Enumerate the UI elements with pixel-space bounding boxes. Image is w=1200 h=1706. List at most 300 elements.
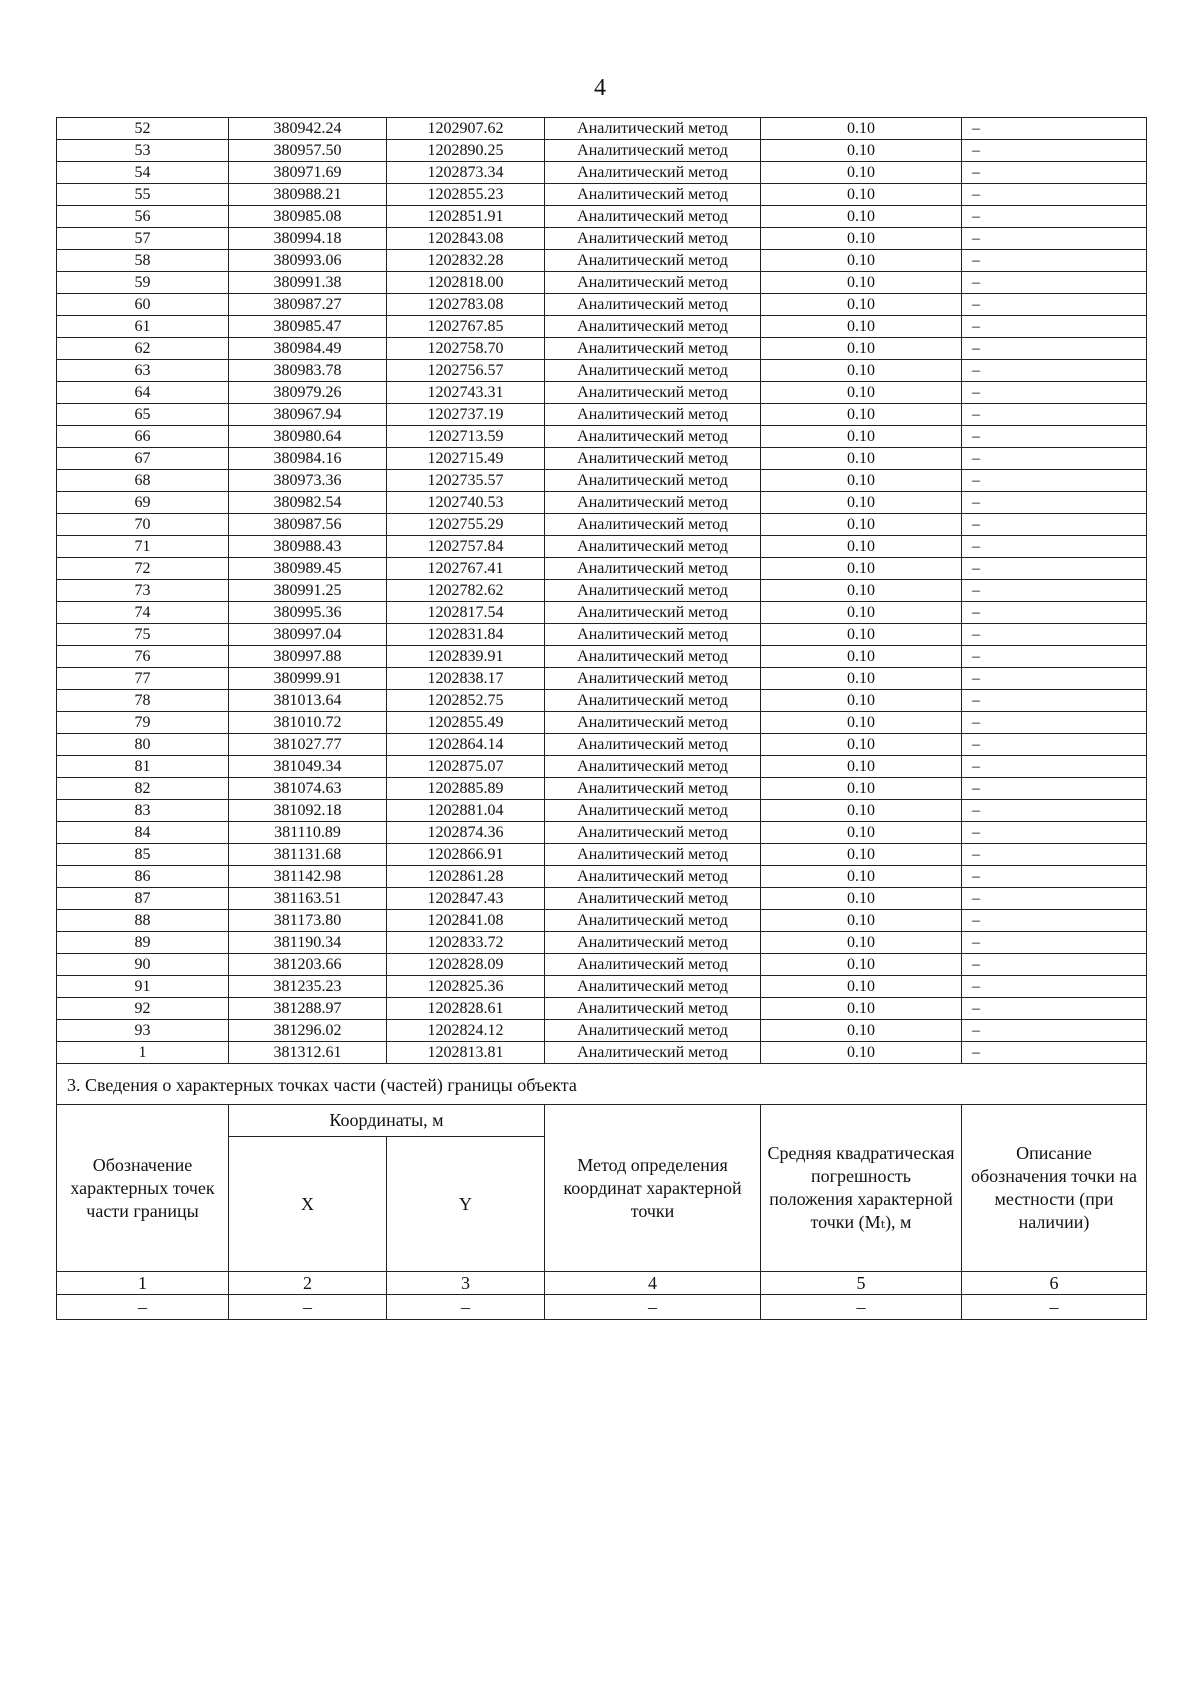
method-cell: Аналитический метод — [545, 558, 761, 580]
point-number-cell: 82 — [57, 778, 229, 800]
error-cell: 0.10 — [761, 976, 962, 998]
table-row — [57, 118, 1147, 140]
y-coordinate-cell: 1202866.91 — [387, 844, 545, 866]
y-coordinate-cell: 1202907.62 — [387, 118, 545, 140]
x-coordinate-cell: 380988.43 — [229, 536, 387, 558]
description-cell: – — [962, 492, 1147, 514]
method-cell: Аналитический метод — [545, 580, 761, 602]
error-cell: 0.10 — [761, 800, 962, 822]
table-row — [57, 932, 1147, 954]
error-cell: 0.10 — [761, 668, 962, 690]
description-cell: – — [962, 932, 1147, 954]
table-row — [57, 734, 1147, 756]
method-cell: Аналитический метод — [545, 844, 761, 866]
y-coordinate-cell: 1202874.36 — [387, 822, 545, 844]
error-cell: 0.10 — [761, 536, 962, 558]
table-row — [57, 866, 1147, 888]
table-row — [57, 272, 1147, 294]
header-coordinates: Координаты, м — [229, 1105, 545, 1137]
y-coordinate-cell: 1202743.31 — [387, 382, 545, 404]
empty-row — [57, 1295, 1147, 1320]
method-cell: Аналитический метод — [545, 646, 761, 668]
x-coordinate-cell: 381235.23 — [229, 976, 387, 998]
point-number-cell: 91 — [57, 976, 229, 998]
description-cell: – — [962, 404, 1147, 426]
y-coordinate-cell: 1202817.54 — [387, 602, 545, 624]
y-coordinate-cell: 1202758.70 — [387, 338, 545, 360]
method-cell: Аналитический метод — [545, 1020, 761, 1042]
point-number-cell: 86 — [57, 866, 229, 888]
error-cell: 0.10 — [761, 734, 962, 756]
x-coordinate-cell: 381010.72 — [229, 712, 387, 734]
method-cell: Аналитический метод — [545, 448, 761, 470]
error-cell: 0.10 — [761, 822, 962, 844]
y-coordinate-cell: 1202715.49 — [387, 448, 545, 470]
method-cell: Аналитический метод — [545, 690, 761, 712]
description-cell: – — [962, 954, 1147, 976]
description-cell: – — [962, 228, 1147, 250]
error-cell: 0.10 — [761, 228, 962, 250]
x-coordinate-cell: 381142.98 — [229, 866, 387, 888]
y-coordinate-cell: 1202875.07 — [387, 756, 545, 778]
table-row — [57, 338, 1147, 360]
x-coordinate-cell: 381288.97 — [229, 998, 387, 1020]
header-description: Описание обозначения точки на местности (при наличии) — [962, 1105, 1147, 1272]
description-cell: – — [962, 382, 1147, 404]
x-coordinate-cell: 381163.51 — [229, 888, 387, 910]
method-cell: Аналитический метод — [545, 250, 761, 272]
table-row — [57, 382, 1147, 404]
description-cell: – — [962, 976, 1147, 998]
method-cell: Аналитический метод — [545, 866, 761, 888]
method-cell: Аналитический метод — [545, 294, 761, 316]
description-cell: – — [962, 756, 1147, 778]
point-number-cell: 52 — [57, 118, 229, 140]
method-cell: Аналитический метод — [545, 932, 761, 954]
point-number-cell: 60 — [57, 294, 229, 316]
point-number-cell: 69 — [57, 492, 229, 514]
table-row — [57, 778, 1147, 800]
x-coordinate-cell: 380985.08 — [229, 206, 387, 228]
x-coordinate-cell: 380999.91 — [229, 668, 387, 690]
table-row — [57, 646, 1147, 668]
method-cell: Аналитический метод — [545, 382, 761, 404]
point-number-cell: 58 — [57, 250, 229, 272]
y-coordinate-cell: 1202828.09 — [387, 954, 545, 976]
point-number-cell: 66 — [57, 426, 229, 448]
description-cell: – — [962, 1042, 1147, 1064]
table-row — [57, 668, 1147, 690]
table-row — [57, 536, 1147, 558]
table-row — [57, 712, 1147, 734]
method-cell: Аналитический метод — [545, 404, 761, 426]
description-cell: – — [962, 646, 1147, 668]
x-coordinate-cell: 380971.69 — [229, 162, 387, 184]
description-cell: – — [962, 536, 1147, 558]
description-cell: – — [962, 140, 1147, 162]
empty-cell: – — [761, 1295, 962, 1320]
table-row — [57, 580, 1147, 602]
method-cell: Аналитический метод — [545, 140, 761, 162]
method-cell: Аналитический метод — [545, 118, 761, 140]
description-cell: – — [962, 162, 1147, 184]
page-number: 4 — [594, 75, 606, 101]
point-number-cell: 81 — [57, 756, 229, 778]
method-cell: Аналитический метод — [545, 822, 761, 844]
method-cell: Аналитический метод — [545, 206, 761, 228]
point-number-cell: 62 — [57, 338, 229, 360]
description-cell: – — [962, 272, 1147, 294]
y-coordinate-cell: 1202824.12 — [387, 1020, 545, 1042]
table-row — [57, 910, 1147, 932]
y-coordinate-cell: 1202832.28 — [387, 250, 545, 272]
x-coordinate-cell: 381110.89 — [229, 822, 387, 844]
error-cell: 0.10 — [761, 1020, 962, 1042]
point-number-cell: 64 — [57, 382, 229, 404]
y-coordinate-cell: 1202828.61 — [387, 998, 545, 1020]
error-cell: 0.10 — [761, 624, 962, 646]
table-row — [57, 492, 1147, 514]
table-row — [57, 822, 1147, 844]
y-coordinate-cell: 1202756.57 — [387, 360, 545, 382]
point-number-cell: 67 — [57, 448, 229, 470]
description-cell: – — [962, 558, 1147, 580]
error-cell: 0.10 — [761, 712, 962, 734]
method-cell: Аналитический метод — [545, 976, 761, 998]
method-cell: Аналитический метод — [545, 910, 761, 932]
method-cell: Аналитический метод — [545, 602, 761, 624]
point-number-cell: 87 — [57, 888, 229, 910]
y-coordinate-cell: 1202782.62 — [387, 580, 545, 602]
column-number: 4 — [545, 1272, 761, 1295]
description-cell: – — [962, 888, 1147, 910]
point-number-cell: 70 — [57, 514, 229, 536]
header-y: Y — [387, 1137, 545, 1272]
error-cell: 0.10 — [761, 470, 962, 492]
error-cell: 0.10 — [761, 690, 962, 712]
description-cell: – — [962, 844, 1147, 866]
table-row — [57, 426, 1147, 448]
x-coordinate-cell: 380997.04 — [229, 624, 387, 646]
table-row — [57, 162, 1147, 184]
error-cell: 0.10 — [761, 272, 962, 294]
method-cell: Аналитический метод — [545, 470, 761, 492]
y-coordinate-cell: 1202737.19 — [387, 404, 545, 426]
description-cell: – — [962, 734, 1147, 756]
y-coordinate-cell: 1202767.41 — [387, 558, 545, 580]
description-cell: – — [962, 470, 1147, 492]
method-cell: Аналитический метод — [545, 338, 761, 360]
point-number-cell: 75 — [57, 624, 229, 646]
point-number-cell: 85 — [57, 844, 229, 866]
table-row — [57, 184, 1147, 206]
point-number-cell: 80 — [57, 734, 229, 756]
y-coordinate-cell: 1202855.49 — [387, 712, 545, 734]
method-cell: Аналитический метод — [545, 492, 761, 514]
point-number-cell: 65 — [57, 404, 229, 426]
x-coordinate-cell: 380989.45 — [229, 558, 387, 580]
table-row — [57, 206, 1147, 228]
description-cell: – — [962, 294, 1147, 316]
method-cell: Аналитический метод — [545, 624, 761, 646]
error-cell: 0.10 — [761, 338, 962, 360]
description-cell: – — [962, 250, 1147, 272]
error-cell: 0.10 — [761, 206, 962, 228]
point-number-cell: 92 — [57, 998, 229, 1020]
y-coordinate-cell: 1202873.34 — [387, 162, 545, 184]
error-cell: 0.10 — [761, 118, 962, 140]
point-number-cell: 59 — [57, 272, 229, 294]
method-cell: Аналитический метод — [545, 316, 761, 338]
description-cell: – — [962, 778, 1147, 800]
error-cell: 0.10 — [761, 250, 962, 272]
table-row — [57, 756, 1147, 778]
error-cell: 0.10 — [761, 954, 962, 976]
method-cell: Аналитический метод — [545, 536, 761, 558]
table-row — [57, 624, 1147, 646]
y-coordinate-cell: 1202755.29 — [387, 514, 545, 536]
y-coordinate-cell: 1202851.91 — [387, 206, 545, 228]
x-coordinate-cell: 380997.88 — [229, 646, 387, 668]
description-cell: – — [962, 206, 1147, 228]
y-coordinate-cell: 1202847.43 — [387, 888, 545, 910]
description-cell: – — [962, 580, 1147, 602]
table-row — [57, 360, 1147, 382]
description-cell: – — [962, 118, 1147, 140]
table-row — [57, 448, 1147, 470]
empty-cell: – — [962, 1295, 1147, 1320]
description-cell: – — [962, 822, 1147, 844]
table-row — [57, 316, 1147, 338]
x-coordinate-cell: 381131.68 — [229, 844, 387, 866]
header-mean-square-error: Средняя квадратическая погрешность положения характерной точки (Mₜ), м — [761, 1105, 962, 1272]
description-cell: – — [962, 690, 1147, 712]
error-cell: 0.10 — [761, 448, 962, 470]
description-cell: – — [962, 602, 1147, 624]
x-coordinate-cell: 380957.50 — [229, 140, 387, 162]
table-row — [57, 294, 1147, 316]
x-coordinate-cell: 380987.27 — [229, 294, 387, 316]
point-number-cell: 54 — [57, 162, 229, 184]
point-number-cell: 71 — [57, 536, 229, 558]
point-number-cell: 78 — [57, 690, 229, 712]
x-coordinate-cell: 380980.64 — [229, 426, 387, 448]
table-row — [57, 690, 1147, 712]
method-cell: Аналитический метод — [545, 426, 761, 448]
x-coordinate-cell: 380985.47 — [229, 316, 387, 338]
description-cell: – — [962, 360, 1147, 382]
header-point-designation: Обозначение характерных точек части границы — [57, 1105, 229, 1272]
point-number-cell: 73 — [57, 580, 229, 602]
y-coordinate-cell: 1202843.08 — [387, 228, 545, 250]
point-number-cell: 55 — [57, 184, 229, 206]
point-number-cell: 57 — [57, 228, 229, 250]
x-coordinate-cell: 380988.21 — [229, 184, 387, 206]
x-coordinate-cell: 380994.18 — [229, 228, 387, 250]
method-cell: Аналитический метод — [545, 360, 761, 382]
empty-cell: – — [545, 1295, 761, 1320]
y-coordinate-cell: 1202740.53 — [387, 492, 545, 514]
y-coordinate-cell: 1202831.84 — [387, 624, 545, 646]
point-number-cell: 56 — [57, 206, 229, 228]
y-coordinate-cell: 1202713.59 — [387, 426, 545, 448]
table-row — [57, 998, 1147, 1020]
error-cell: 0.10 — [761, 140, 962, 162]
description-cell: – — [962, 800, 1147, 822]
table-row — [57, 558, 1147, 580]
x-coordinate-cell: 380993.06 — [229, 250, 387, 272]
x-coordinate-cell: 380987.56 — [229, 514, 387, 536]
description-cell: – — [962, 866, 1147, 888]
table-row — [57, 954, 1147, 976]
method-cell: Аналитический метод — [545, 228, 761, 250]
y-coordinate-cell: 1202825.36 — [387, 976, 545, 998]
y-coordinate-cell: 1202813.81 — [387, 1042, 545, 1064]
y-coordinate-cell: 1202839.91 — [387, 646, 545, 668]
y-coordinate-cell: 1202818.00 — [387, 272, 545, 294]
error-cell: 0.10 — [761, 514, 962, 536]
empty-cell: – — [57, 1295, 229, 1320]
header-method: Метод определения координат характерной точки — [545, 1105, 761, 1272]
point-number-cell: 90 — [57, 954, 229, 976]
column-number: 3 — [387, 1272, 545, 1295]
table-row — [57, 404, 1147, 426]
error-cell: 0.10 — [761, 162, 962, 184]
error-cell: 0.10 — [761, 316, 962, 338]
error-cell: 0.10 — [761, 778, 962, 800]
error-cell: 0.10 — [761, 580, 962, 602]
error-cell: 0.10 — [761, 602, 962, 624]
y-coordinate-cell: 1202864.14 — [387, 734, 545, 756]
point-number-cell: 89 — [57, 932, 229, 954]
y-coordinate-cell: 1202881.04 — [387, 800, 545, 822]
point-number-cell: 83 — [57, 800, 229, 822]
coordinates-rows — [57, 118, 1147, 1064]
method-cell: Аналитический метод — [545, 800, 761, 822]
point-number-cell: 72 — [57, 558, 229, 580]
method-cell: Аналитический метод — [545, 954, 761, 976]
x-coordinate-cell: 381296.02 — [229, 1020, 387, 1042]
x-coordinate-cell: 380991.38 — [229, 272, 387, 294]
y-coordinate-cell: 1202861.28 — [387, 866, 545, 888]
error-cell: 0.10 — [761, 866, 962, 888]
method-cell: Аналитический метод — [545, 272, 761, 294]
error-cell: 0.10 — [761, 910, 962, 932]
y-coordinate-cell: 1202885.89 — [387, 778, 545, 800]
x-coordinate-cell: 381312.61 — [229, 1042, 387, 1064]
table-row — [57, 228, 1147, 250]
table-row — [57, 976, 1147, 998]
description-cell: – — [962, 668, 1147, 690]
method-cell: Аналитический метод — [545, 998, 761, 1020]
x-coordinate-cell: 381013.64 — [229, 690, 387, 712]
error-cell: 0.10 — [761, 184, 962, 206]
x-coordinate-cell: 381190.34 — [229, 932, 387, 954]
y-coordinate-cell: 1202890.25 — [387, 140, 545, 162]
error-cell: 0.10 — [761, 426, 962, 448]
description-cell: – — [962, 998, 1147, 1020]
empty-cell: – — [387, 1295, 545, 1320]
x-coordinate-cell: 380982.54 — [229, 492, 387, 514]
description-cell: – — [962, 184, 1147, 206]
description-cell: – — [962, 624, 1147, 646]
point-number-cell: 68 — [57, 470, 229, 492]
method-cell: Аналитический метод — [545, 734, 761, 756]
column-number: 2 — [229, 1272, 387, 1295]
error-cell: 0.10 — [761, 294, 962, 316]
x-coordinate-cell: 380967.94 — [229, 404, 387, 426]
method-cell: Аналитический метод — [545, 778, 761, 800]
x-coordinate-cell: 381092.18 — [229, 800, 387, 822]
error-cell: 0.10 — [761, 998, 962, 1020]
y-coordinate-cell: 1202855.23 — [387, 184, 545, 206]
description-cell: – — [962, 338, 1147, 360]
point-number-cell: 53 — [57, 140, 229, 162]
error-cell: 0.10 — [761, 360, 962, 382]
point-number-cell: 74 — [57, 602, 229, 624]
error-cell: 0.10 — [761, 844, 962, 866]
point-number-cell: 63 — [57, 360, 229, 382]
y-coordinate-cell: 1202735.57 — [387, 470, 545, 492]
section-3-title: 3. Сведения о характерных точках части (частей) границы объекта — [57, 1064, 1147, 1105]
x-coordinate-cell: 380991.25 — [229, 580, 387, 602]
point-number-cell: 61 — [57, 316, 229, 338]
table-row — [57, 1042, 1147, 1064]
x-coordinate-cell: 381049.34 — [229, 756, 387, 778]
description-cell: – — [962, 910, 1147, 932]
point-number-cell: 84 — [57, 822, 229, 844]
x-coordinate-cell: 381203.66 — [229, 954, 387, 976]
table-row — [57, 470, 1147, 492]
column-number: 5 — [761, 1272, 962, 1295]
x-coordinate-cell: 381027.77 — [229, 734, 387, 756]
y-coordinate-cell: 1202841.08 — [387, 910, 545, 932]
section-3 — [57, 1064, 1147, 1320]
point-number-cell: 1 — [57, 1042, 229, 1064]
point-number-cell: 77 — [57, 668, 229, 690]
table-row — [57, 1020, 1147, 1042]
table-row — [57, 800, 1147, 822]
column-number: 1 — [57, 1272, 229, 1295]
error-cell: 0.10 — [761, 558, 962, 580]
table-row — [57, 844, 1147, 866]
x-coordinate-cell: 380973.36 — [229, 470, 387, 492]
method-cell: Аналитический метод — [545, 756, 761, 778]
x-coordinate-cell: 380979.26 — [229, 382, 387, 404]
description-cell: – — [962, 712, 1147, 734]
column-number: 6 — [962, 1272, 1147, 1295]
error-cell: 0.10 — [761, 888, 962, 910]
header-x: X — [229, 1137, 387, 1272]
method-cell: Аналитический метод — [545, 184, 761, 206]
y-coordinate-cell: 1202852.75 — [387, 690, 545, 712]
x-coordinate-cell: 380995.36 — [229, 602, 387, 624]
table-row — [57, 250, 1147, 272]
table-row — [57, 514, 1147, 536]
description-cell: – — [962, 1020, 1147, 1042]
x-coordinate-cell: 380984.16 — [229, 448, 387, 470]
x-coordinate-cell: 380942.24 — [229, 118, 387, 140]
x-coordinate-cell: 380984.49 — [229, 338, 387, 360]
method-cell: Аналитический метод — [545, 668, 761, 690]
error-cell: 0.10 — [761, 756, 962, 778]
point-number-cell: 79 — [57, 712, 229, 734]
description-cell: – — [962, 448, 1147, 470]
y-coordinate-cell: 1202838.17 — [387, 668, 545, 690]
table-row — [57, 602, 1147, 624]
point-number-cell: 76 — [57, 646, 229, 668]
y-coordinate-cell: 1202767.85 — [387, 316, 545, 338]
